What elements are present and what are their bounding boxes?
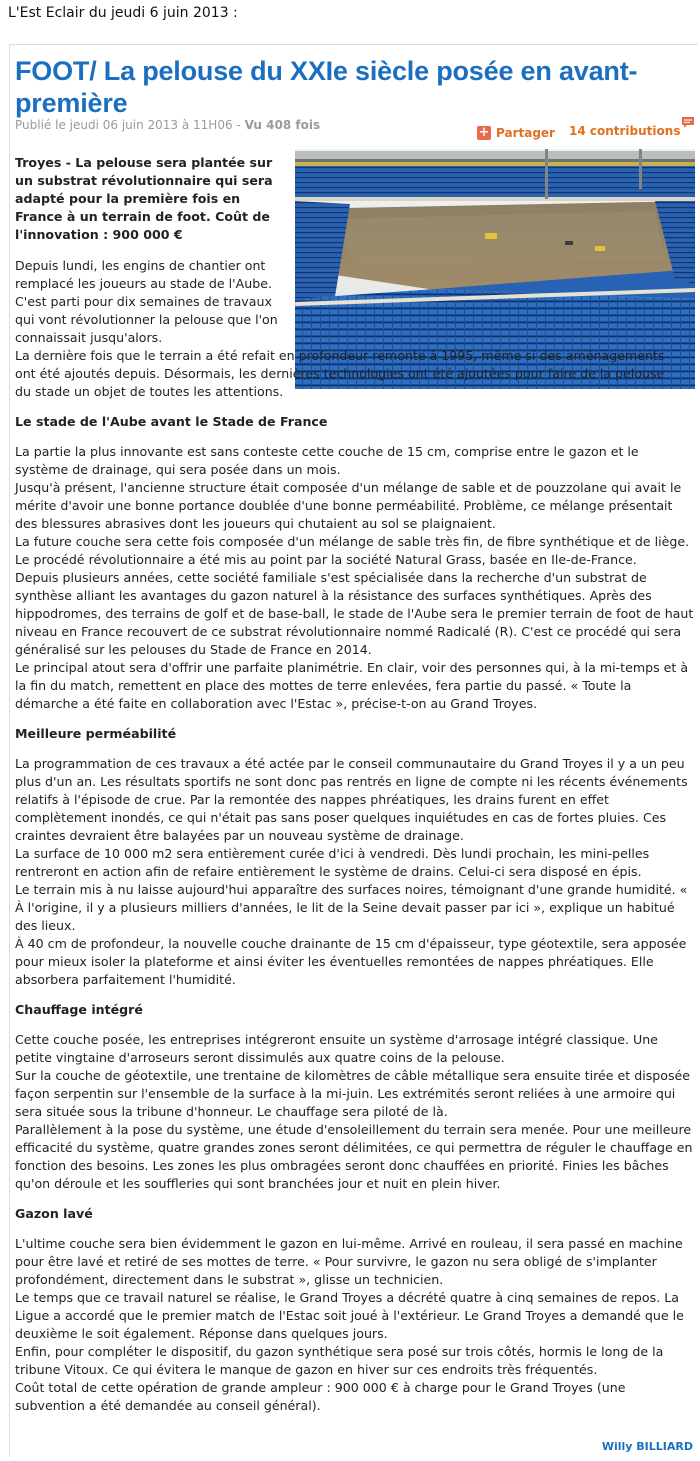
share-button[interactable] <box>477 124 555 142</box>
section-paragraph: Le principal atout sera d'offrir une parfaite planimétrie. En clair, voir des personnes qui, à la mi-temps et à la fin du match, remettent en place des mottes de terre enlevées, fera partie du passé. « Toute la démarche a été faite en collaboration avec l'Estac », précise-t-on au Grand Troyes. <box>15 660 689 711</box>
section-paragraph: Enfin, pour compléter le dispositif, du gazon synthétique sera posé sur trois côtés, hormis le long de la tribune Vitoux. Ce qui évitera le manque de gazon en hiver sur ces endroits très fréquentés. <box>15 1344 664 1377</box>
intro-paragraph: Depuis lundi, les engins de chantier ont remplacé les joueurs au stade de l'Aube. C'est parti pour dix semaines de travaux qui vont révolutionner la pelouse que l'on connaissait jusqu'alors. <box>15 258 278 345</box>
view-count: Vu 408 fois <box>244 118 321 132</box>
article-headline: FOOT/ La pelouse du XXIe siècle posée en avant-première <box>15 56 638 118</box>
intro-paragraph: La dernière fois que le terrain a été refait en profondeur remonte à 1995, même si des aménagements ont été ajoutés depuis. Désormais, les dernières technologies ont été ajoutées pour faire de la pelouse du stade un objet de toutes les attentions. <box>15 348 665 399</box>
section-title: Gazon lavé <box>15 1206 93 1221</box>
section-paragraph: Cette couche posée, les entreprises intégreront ensuite un système d'arrosage intégré classique. Une petite vingtaine d'arroseurs seront dissimulés aux quatre coins de la pelouse. <box>15 1032 658 1065</box>
section-paragraph: La programmation de ces travaux a été actée par le conseil communautaire du Grand Troyes il y a un peu plus d'un an. Les résultats sportifs ne sont donc pas rentrés en ligne de compte ni les récents événements relatifs à l'épisode de crue. Par la remontée des nappes phréatiques, les drains furent en effet complètement inondés, ce qui n'était pas sans poser quelques inquiétudes en cas de fortes pluies. Ces craintes devraient être balayées par un nouveau système de drainage. <box>15 756 688 843</box>
section-paragraph: La partie la plus innovante est sans conteste cette couche de 15 cm, comprise entre le gazon et le système de drainage, qui sera posée dans un mois. <box>15 444 639 477</box>
publish-date: Publié le jeudi 06 juin 2013 à 11H06 - <box>15 118 245 132</box>
section-paragraph: À 40 cm de profondeur, la nouvelle couche drainante de 15 cm d'épaisseur, type géotextile, sera apposée pour mieux isoler la plateforme et ainsi éviter les éventuelles remontées de nappes phréatiques. Elle absorbera parfaitement l'humidité. <box>15 936 687 987</box>
article-lead: Troyes - La pelouse sera plantée sur un substrat révolutionnaire qui sera adapté pour la première fois en France à un terrain de foot. Coût de l'innovation : 900 000 € <box>15 155 273 242</box>
author-signature: Willy BILLIARD <box>601 1440 693 1453</box>
section-paragraph: La surface de 10 000 m2 sera entièrement curée d'ici à vendredi. Dès lundi prochain, les mini-pelles rentreront en action afin de refaire entièrement le système de drains. Celui-ci sera disposé en épis. <box>15 846 650 879</box>
section-paragraph: Le temps que ce travail naturel se réalise, le Grand Troyes a décrété quatre à cinq semaines de repos. La Ligue a accordé que le premier match de l'Estac soit joué à l'extérieur. Le Grand Troyes a demandé que le deuxième le soit également. Réponse dans quelques jours. <box>15 1290 684 1341</box>
section-paragraph: Le terrain mis à nu laisse aujourd'hui apparaître des surfaces noires, témoignant d'une grande humidité. « À l'origine, il y a plusieurs milliers d'années, le lit de la Seine devait passer par ici », explique un habitué des lieux. <box>15 882 688 933</box>
section-paragraph: Jusqu'à présent, l'ancienne structure était composée d'un mélange de sable et de pouzzolane qui avait le mérite d'avoir une bonne portance doublée d'une bonne perméabilité. Problème, ce mélange présentait des blessures abrasives dont les joueurs qui chutaient au sol se plaignaient. <box>15 480 682 531</box>
section-paragraph: La future couche sera cette fois composée d'un mélange de sable très fin, de fibre synthétique et de liège. Le procédé révolutionnaire a été mis au point par la société Natural Grass, basée en Ile-de-France. <box>15 534 690 567</box>
section-paragraph: Parallèlement à la pose du système, une étude d'ensoleillement du terrain sera menée. Pour une meilleure efficacité du système, quatre grandes zones seront délimitées, ce qui permettra de réguler le chauffage en fonction des besoins. Les zones les plus ombragées seront donc chauffées en priorité. Finies les bâches qu'on déroule et les souffleries qui sont branchées jour et nuit en plein hiver. <box>15 1122 693 1191</box>
section-title: Meilleure perméabilité <box>15 726 177 741</box>
section-paragraph: Depuis plusieurs années, cette société familiale s'est spécialisée dans la recherche d'un substrat de synthèse alliant les avantages du gazon naturel à la résistance des surfaces synthétiques. Après des hippodromes, des terrains de golf et de base-ball, le stade de l'Aube sera le premier terrain de foot de haut niveau en France recouvert de ce substrat révolutionnaire nommé Radicalé (R). C'est ce procédé qui sera généralisé sur les pelouses du Stade de France en 2014. <box>15 570 694 657</box>
article-meta <box>15 118 320 132</box>
share-label: Partager <box>496 126 555 140</box>
comment-bubble-icon[interactable] <box>681 116 695 130</box>
section-paragraph: Coût total de cette opération de grande ampleur : 900 000 € à charge pour le Grand Troyes (une subvention a été demandée au conseil général). <box>15 1380 626 1413</box>
contributions-link[interactable]: 14 contributions <box>569 124 681 138</box>
section-paragraph: L'ultime couche sera bien évidemment le gazon en lui-même. Arrivé en rouleau, il sera passé en machine pour être lavé et retiré de ses mottes de terre. « Pour survivre, le gazon nu sera obligé de s'implanter profondément, directement dans le substrat », glisse un technicien. <box>15 1236 683 1287</box>
section-title: Chauffage intégré <box>15 1002 143 1017</box>
source-line: L'Est Eclair du jeudi 6 juin 2013 : <box>8 5 238 21</box>
plus-icon: + <box>478 125 490 140</box>
article-body <box>15 154 695 1415</box>
section-title: Le stade de l'Aube avant le Stade de France <box>15 414 328 429</box>
section-paragraph: Sur la couche de géotextile, une trentaine de kilomètres de câble métallique sera ensuite tirée et disposée façon serpentin sur l'ensemble de la surface à la mi-juin. Les extrémités seront reliées à une armoire qui sera située sous la tribune d'honneur. Le chauffage sera piloté de là. <box>15 1068 691 1119</box>
